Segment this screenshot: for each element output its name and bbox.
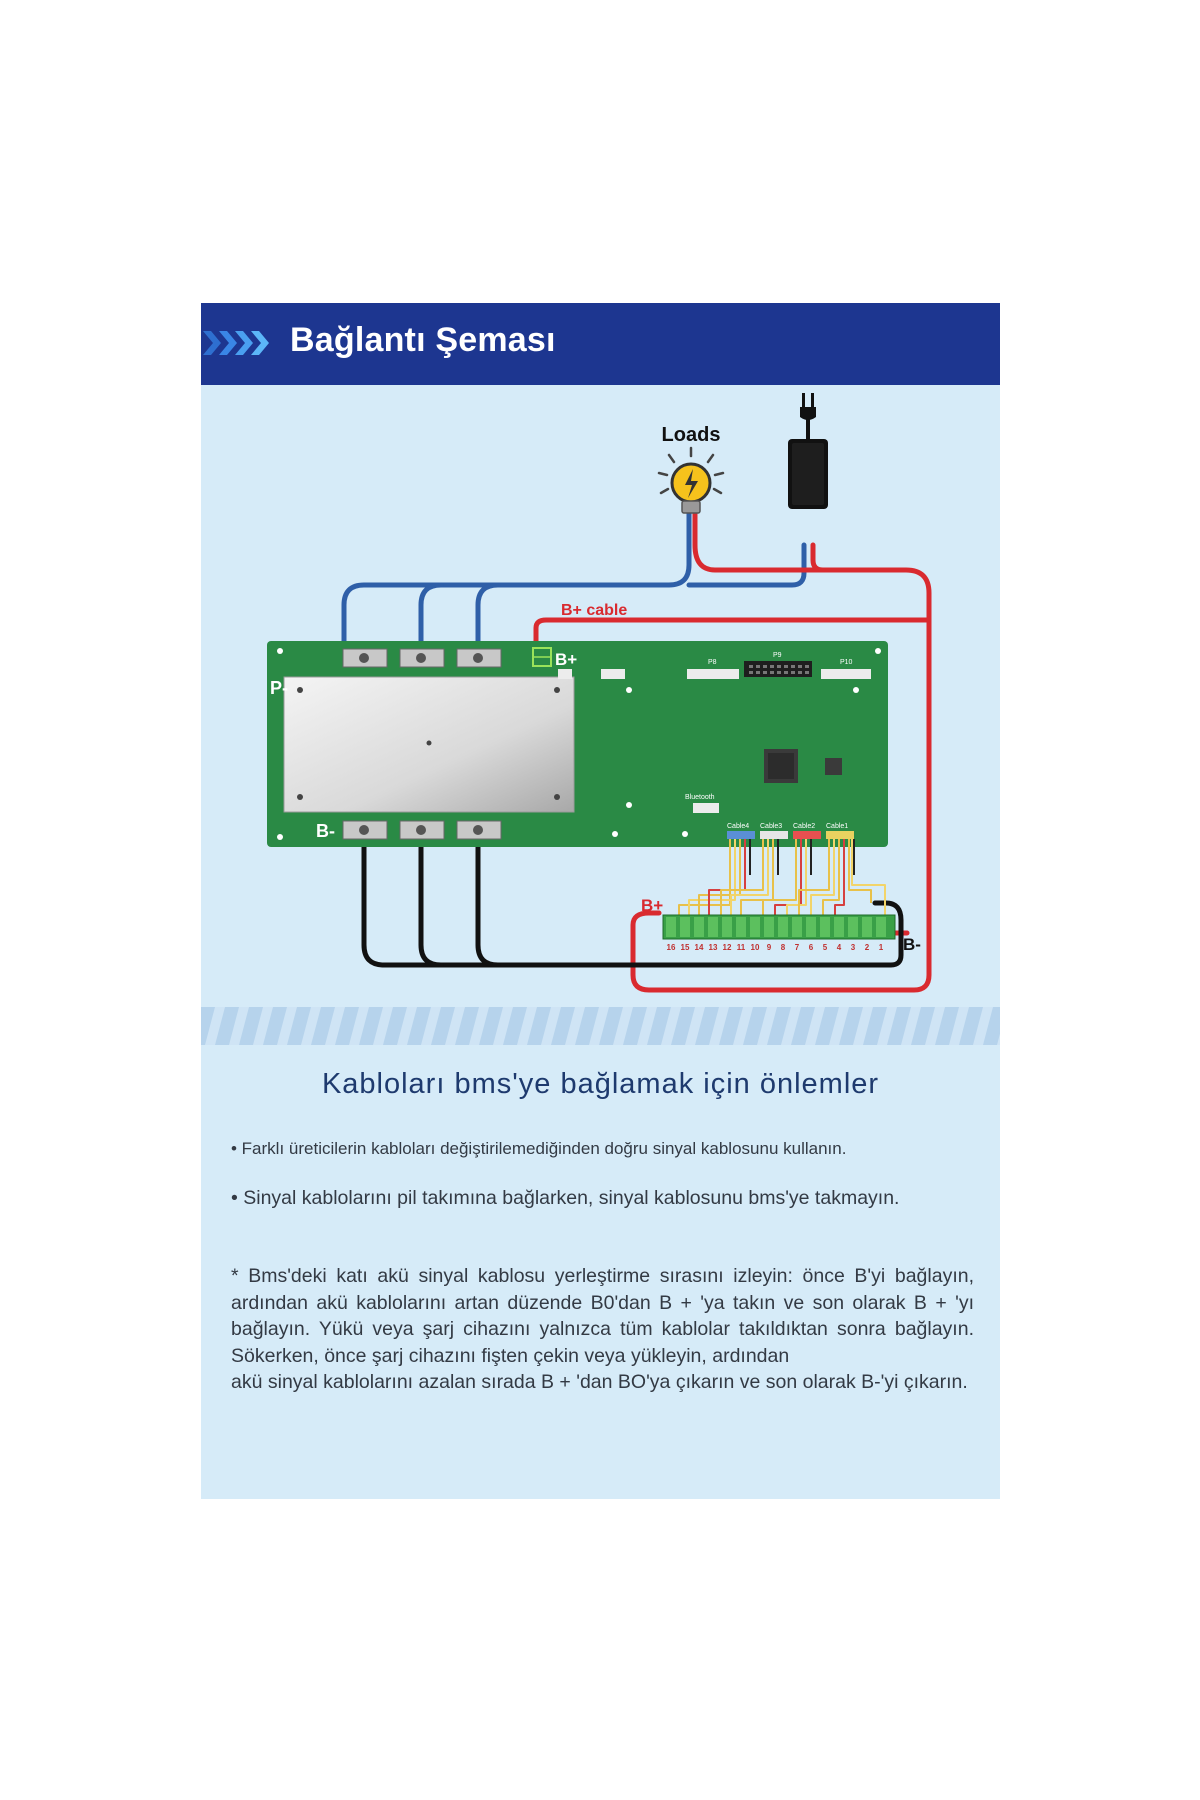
- cell-number: 15: [680, 943, 690, 952]
- loads-label: Loads: [661, 424, 721, 446]
- decorative-stripe: [201, 1007, 1000, 1045]
- battery-bminus-label: B-: [903, 935, 921, 954]
- cell-numbers: [667, 943, 884, 952]
- bms-board: [267, 602, 888, 847]
- installation-note: [231, 1263, 974, 1396]
- battery-bplus-label: B+: [641, 896, 664, 915]
- connector-p9-label: P9: [773, 652, 782, 659]
- header-bar: [201, 303, 1000, 385]
- cell-number: 9: [766, 943, 772, 952]
- cable3-label: Cable3: [760, 823, 783, 830]
- precaution-bullet-2: • Sinyal kablolarını pil takımına bağlarken, sinyal kablosunu bms'ye takmayın.: [231, 1187, 900, 1209]
- bplus-cable-label: B+ cable: [561, 602, 628, 619]
- charger-icon: [788, 393, 828, 509]
- note-paragraph-2: akü sinyal kablolarını azalan sırada B + 'dan BO'ya çıkarın ve son olarak B-'yi çıkarın.: [231, 1371, 968, 1393]
- cell-number: 12: [722, 943, 732, 952]
- cell-number: 2: [864, 943, 870, 952]
- cell-number: 3: [850, 943, 856, 952]
- cell-number: 14: [694, 943, 704, 952]
- wiring-diagram: [201, 385, 1000, 1005]
- cell-number: 1: [878, 943, 884, 952]
- cell-number: 16: [666, 943, 676, 952]
- signal-harness: [679, 839, 885, 915]
- lightbulb-icon: [659, 448, 723, 513]
- cell-number: 13: [708, 943, 718, 952]
- cable4-label: Cable4: [727, 823, 750, 830]
- bminus-terminals: [343, 821, 501, 839]
- cell-number: 10: [750, 943, 760, 952]
- cell-number: 4: [836, 943, 842, 952]
- connector-p10-label: P10: [840, 659, 853, 666]
- cable2-label: Cable2: [793, 823, 816, 830]
- connection-diagram-card: [201, 303, 1000, 1499]
- bluetooth-label: Bluetooth: [685, 794, 715, 801]
- cell-number: 7: [794, 943, 800, 952]
- cable1-label: Cable1: [826, 823, 849, 830]
- cell-number: 5: [822, 943, 828, 952]
- cell-number: 11: [736, 943, 746, 952]
- chevrons-icon: [203, 325, 283, 361]
- cell-number: 8: [780, 943, 786, 952]
- cell-number: 6: [808, 943, 814, 952]
- p-terminals: [343, 649, 501, 667]
- precautions-heading: Kabloları bms'ye bağlamak için önlemler: [321, 1068, 880, 1100]
- board-bplus-label: B+: [555, 650, 578, 669]
- precaution-bullet-1: • Farklı üreticilerin kabloları değiştirilemediğinden doğru sinyal kablosunu kullanın.: [231, 1139, 847, 1158]
- note-paragraph-1: * Bms'deki katı akü sinyal kablosu yerleştirme sırasını izleyin: önce B'yi bağlayın, ardından akü kablolarını artan düzende B0'dan B + 'ya takın ve son olarak B + 'yı bağlayın. Yükü veya şarj cihazını yalnızca tüm kablolar takıldıktan sonra bağlayın. Sökerken, önce şarj cihazını fişten çekin veya yükleyin, ardından: [231, 1265, 974, 1367]
- board-bminus-label: B-: [316, 821, 335, 841]
- board-p-label: P-: [270, 678, 288, 698]
- connector-p8-label: P8: [708, 659, 717, 666]
- page-title: Bağlantı Şeması: [290, 321, 556, 359]
